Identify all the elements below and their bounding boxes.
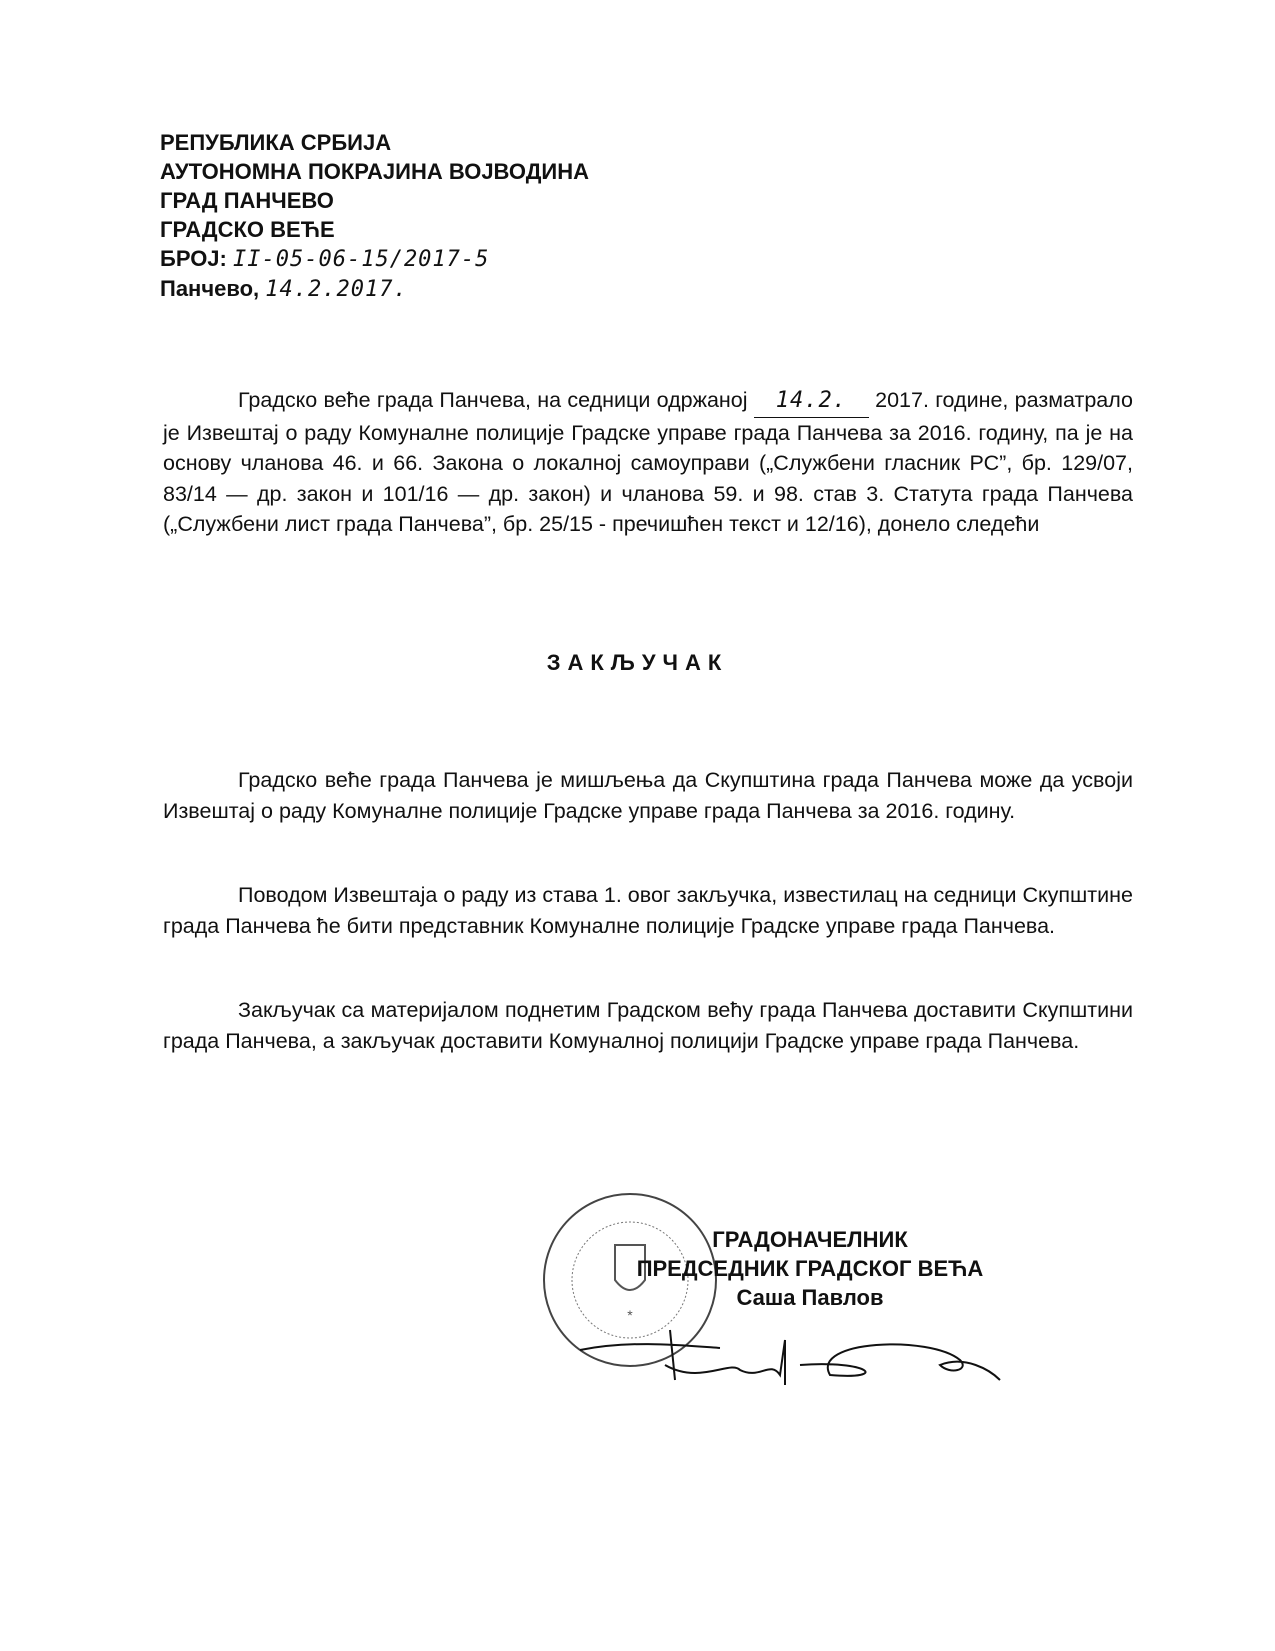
- paragraph-text: Градско веће града Панчева је мишљења да Скупштина града Панчева може да усвоји Извештај о раду Комуналне полиције Градске управе града Панчева за 2016. годину.: [163, 768, 1133, 823]
- session-date: 14.2.: [754, 386, 869, 418]
- intro-text-end: 2017. године, разматрало је Извештај о раду Комуналне полиције Градске управе града Панчева за 2016. годину, па је на основу чланова 46. и 66. Закона о локалној самоуправи („Службени гласник РС”, бр. 129/07, 83/14 — др. закон и 101/16 — др. закон) и чланова 59. и 98. став 3. Статута града Панчева („Службени лист града Панчева”, бр. 25/15 - пречишћен текст и 12/16), донело следећи: [163, 388, 1133, 536]
- paragraph-text: Поводом Извештаја о раду из става 1. овог закључка, известилац на седници Скупштине града Панчева ће бити представник Комуналне полиције Градске управе града Панчева.: [163, 883, 1133, 938]
- number-label: БРОЈ:: [160, 246, 227, 271]
- document-place-date: [160, 274, 589, 304]
- signature-block: [600, 1225, 1020, 1312]
- signatory-role-president: ПРЕДСЕДНИК ГРАДСКОГ ВЕЋА: [636, 1256, 984, 1281]
- intro-paragraph: [163, 385, 1133, 540]
- paragraph-text: Закључак са материјалом поднетим Градском већу града Панчева доставити Скупштини града Панчева, а закључак доставити Комуналној полицији Градске управе града Панчева.: [163, 998, 1133, 1053]
- place-label: Панчево,: [160, 276, 260, 301]
- header-country: РЕПУБЛИКА СРБИЈА: [160, 130, 392, 155]
- document-number: [160, 244, 589, 274]
- header-province: АУТОНОМНА ПОКРАЈИНА ВОЈВОДИНА: [160, 159, 589, 184]
- number-value: II-05-06-15/2017-5: [233, 247, 490, 272]
- conclusion-paragraph-3: [163, 995, 1133, 1056]
- header-council: ГРАДСКО ВЕЋЕ: [160, 217, 335, 242]
- conclusion-paragraph-1: [163, 765, 1133, 826]
- handwritten-signature-icon: [570, 1320, 1010, 1390]
- date-value: 14.2.2017.: [265, 277, 408, 302]
- signatory-role-mayor: ГРАДОНАЧЕЛНИК: [712, 1227, 908, 1252]
- svg-text:*: *: [627, 1307, 633, 1323]
- document-header: [160, 128, 589, 304]
- document-title: ЗАКЉУЧАК: [546, 650, 729, 675]
- header-city: ГРАД ПАНЧЕВО: [160, 188, 334, 213]
- conclusion-paragraph-2: [163, 880, 1133, 941]
- signatory-name: Саша Павлов: [736, 1285, 884, 1310]
- intro-text-start: Градско веће града Панчева, на седници одржаној: [238, 388, 748, 412]
